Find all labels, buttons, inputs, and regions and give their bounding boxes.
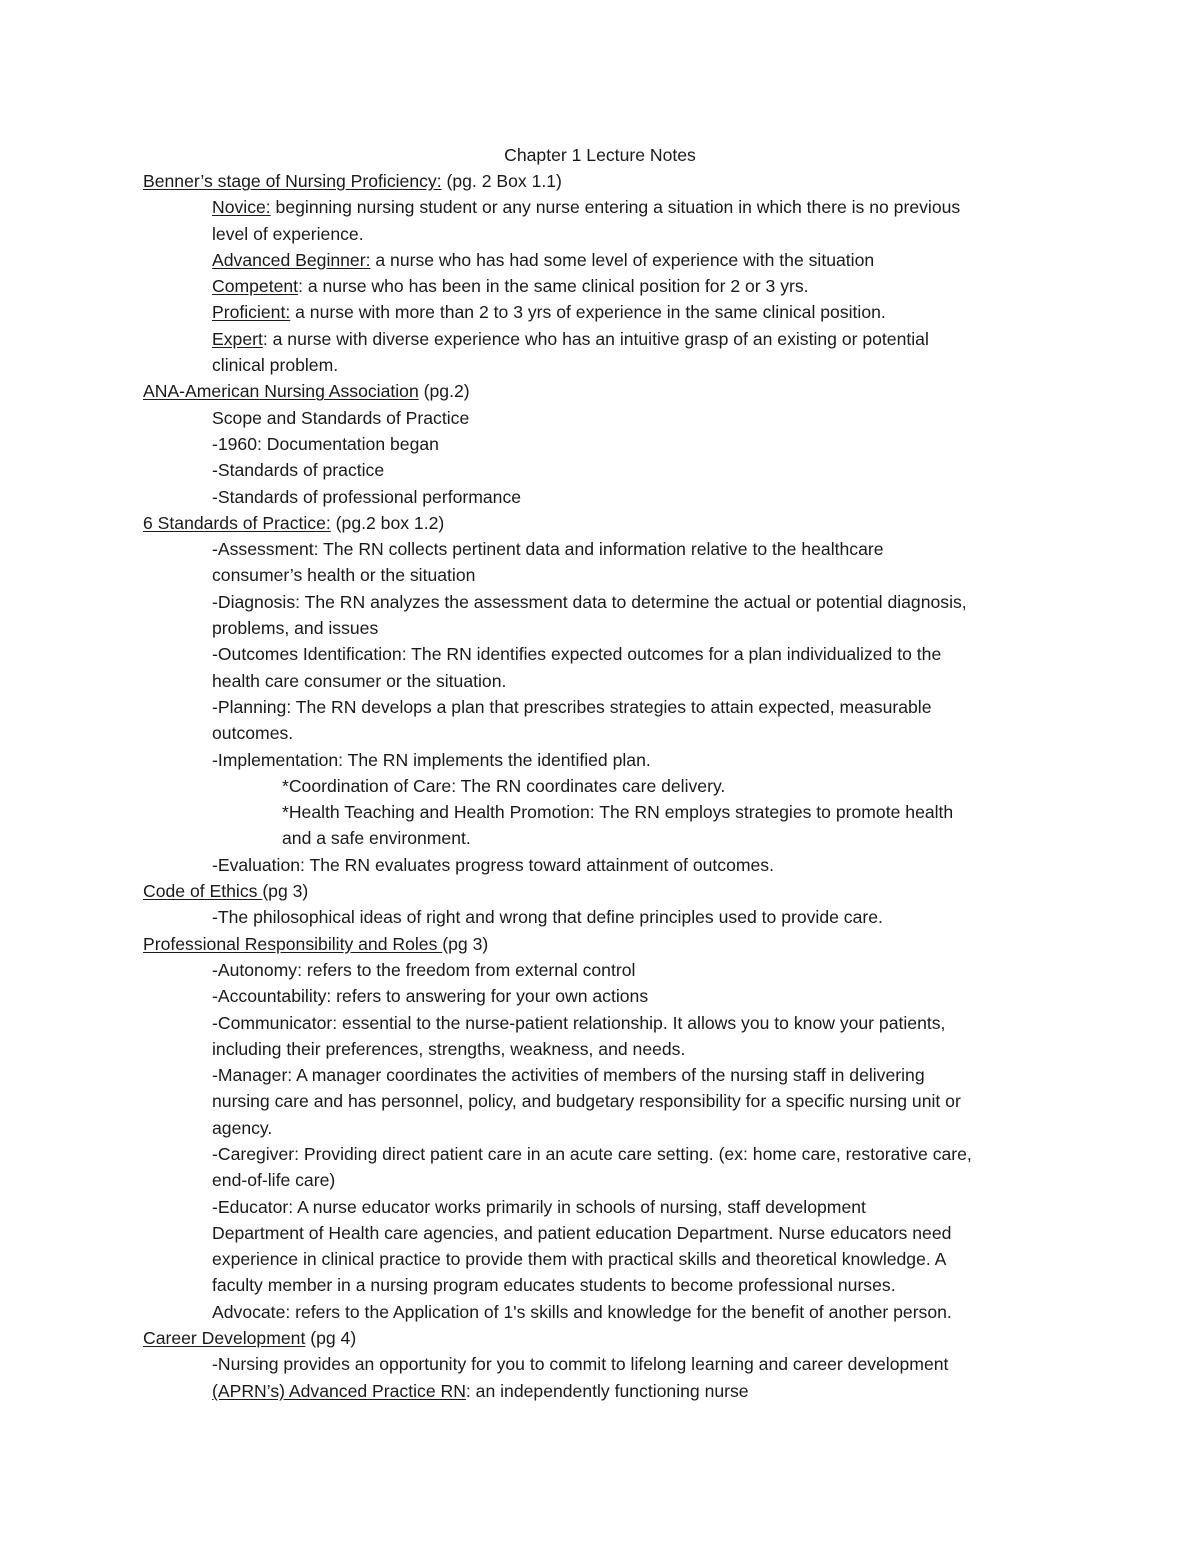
roles-line: -Educator: A nurse educator works primarily in schools of nursing, staff development bbox=[212, 1196, 866, 1217]
heading-text: 6 Standards of Practice: bbox=[143, 512, 331, 533]
term: Proficient: bbox=[212, 302, 291, 323]
ana-line: -Standards of professional performance bbox=[212, 486, 522, 507]
standards-line: consumer’s health or the situation bbox=[212, 565, 476, 586]
standards-line: -Assessment: The RN collects pertinent data and information relative to the healthcare bbox=[212, 539, 884, 560]
section-heading-roles bbox=[143, 931, 1063, 957]
definition: a nurse who has had some level of experience with the situation bbox=[370, 249, 875, 270]
ethics-line: -The philosophical ideas of right and wrong that define principles used to provide care. bbox=[212, 907, 883, 928]
heading-text: Professional Responsibility and Roles bbox=[143, 933, 443, 954]
term: (APRN’s) Advanced Practice RN bbox=[212, 1380, 466, 1401]
standards-sub-line: *Health Teaching and Health Promotion: The RN employs strategies to promote health bbox=[282, 802, 954, 823]
standards-line: outcomes. bbox=[212, 723, 294, 744]
benner-item-expert bbox=[143, 326, 1063, 352]
standards-line: -Implementation: The RN implements the identified plan. bbox=[212, 749, 651, 770]
term: Competent bbox=[212, 276, 299, 297]
heading-text: Benner’s stage of Nursing Proficiency: bbox=[143, 171, 442, 191]
benner-item-novice bbox=[143, 194, 1063, 220]
heading-text: ANA-American Nursing Association bbox=[143, 381, 419, 402]
career-aprn-line bbox=[143, 1378, 1063, 1404]
standards-line: -Planning: The RN develops a plan that prescribes strategies to attain expected, measurable bbox=[212, 696, 932, 717]
page-title: Chapter 1 Lecture Notes bbox=[504, 145, 696, 165]
heading-ref: (pg 4) bbox=[305, 1328, 357, 1349]
benner-item-expert-cont: clinical problem. bbox=[212, 355, 339, 376]
standards-line: -Evaluation: The RN evaluates progress toward attainment of outcomes. bbox=[212, 854, 774, 875]
roles-line: -Manager: A manager coordinates the activities of members of the nursing staff in delivering bbox=[212, 1065, 925, 1086]
roles-line: Advocate: refers to the Application of 1's skills and knowledge for the benefit of another person. bbox=[212, 1301, 952, 1322]
section-heading-benner bbox=[143, 168, 1063, 194]
career-line: -Nursing provides an opportunity for you to commit to lifelong learning and career development bbox=[212, 1354, 949, 1375]
ana-line: -Standards of practice bbox=[212, 460, 385, 481]
heading-ref: (pg 3) bbox=[442, 933, 489, 954]
term: Advanced Beginner: bbox=[212, 249, 371, 270]
term: Expert bbox=[212, 328, 263, 349]
roles-line: agency. bbox=[212, 1117, 273, 1138]
term: Novice: bbox=[212, 197, 271, 218]
standards-line: problems, and issues bbox=[212, 618, 379, 639]
definition: a nurse with more than 2 to 3 yrs of experience in the same clinical position. bbox=[290, 302, 886, 323]
section-heading-ethics bbox=[143, 878, 1063, 904]
benner-item-novice-cont: level of experience. bbox=[212, 223, 364, 244]
roles-line: end-of-life care) bbox=[212, 1170, 336, 1191]
heading-ref: (pg 3) bbox=[262, 881, 309, 902]
ana-line: -1960: Documentation began bbox=[212, 433, 439, 454]
ana-line: Scope and Standards of Practice bbox=[212, 407, 470, 428]
definition: : an independently functioning nurse bbox=[465, 1380, 749, 1401]
roles-line: Department of Health care agencies, and patient education Department. Nurse educators need bbox=[212, 1222, 952, 1243]
heading-text: Code of Ethics bbox=[143, 881, 263, 902]
definition: beginning nursing student or any nurse entering a situation in which there is no previous bbox=[270, 197, 961, 218]
roles-line: nursing care and has personnel, policy, and budgetary responsibility for a specific nursing unit or bbox=[212, 1091, 961, 1112]
standards-sub-line: and a safe environment. bbox=[282, 828, 471, 849]
heading-ref: (pg. 2 Box 1.1) bbox=[441, 171, 562, 191]
definition: : a nurse who has been in the same clinical position for 2 or 3 yrs. bbox=[298, 276, 809, 297]
roles-line: including their preferences, strengths, weakness, and needs. bbox=[212, 1038, 686, 1059]
heading-ref: (pg.2) bbox=[418, 381, 470, 402]
standards-line: -Outcomes Identification: The RN identifies expected outcomes for a plan individualized to the bbox=[212, 644, 942, 665]
benner-item-proficient bbox=[143, 299, 1063, 325]
benner-item-competent bbox=[143, 273, 1063, 299]
heading-ref: (pg.2 box 1.2) bbox=[330, 512, 445, 533]
roles-line: experience in clinical practice to provide them with practical skills and theoretical knowledge. A bbox=[212, 1249, 947, 1270]
roles-line: -Caregiver: Providing direct patient care in an acute care setting. (ex: home care, restorative care, bbox=[212, 1143, 972, 1164]
roles-line: -Communicator: essential to the nurse-patient relationship. It allows you to know your patients, bbox=[212, 1012, 946, 1033]
benner-item-advanced-beginner bbox=[143, 247, 1063, 273]
roles-line: -Accountability: refers to answering for your own actions bbox=[212, 986, 649, 1007]
section-heading-career bbox=[143, 1325, 1063, 1351]
definition: : a nurse with diverse experience who has an intuitive grasp of an existing or potential bbox=[262, 328, 929, 349]
standards-line: -Diagnosis: The RN analyzes the assessment data to determine the actual or potential diagnosis, bbox=[212, 591, 967, 612]
roles-line: faculty member in a nursing program educates students to become professional nurses. bbox=[212, 1275, 896, 1296]
roles-line: -Autonomy: refers to the freedom from external control bbox=[212, 959, 636, 980]
heading-text: Career Development bbox=[143, 1328, 306, 1349]
standards-sub-line: *Coordination of Care: The RN coordinates care delivery. bbox=[282, 775, 726, 796]
section-heading-ana bbox=[143, 378, 1063, 404]
standards-line: health care consumer or the situation. bbox=[212, 670, 507, 691]
section-heading-standards bbox=[143, 510, 1063, 536]
notes-body bbox=[143, 168, 1063, 1404]
